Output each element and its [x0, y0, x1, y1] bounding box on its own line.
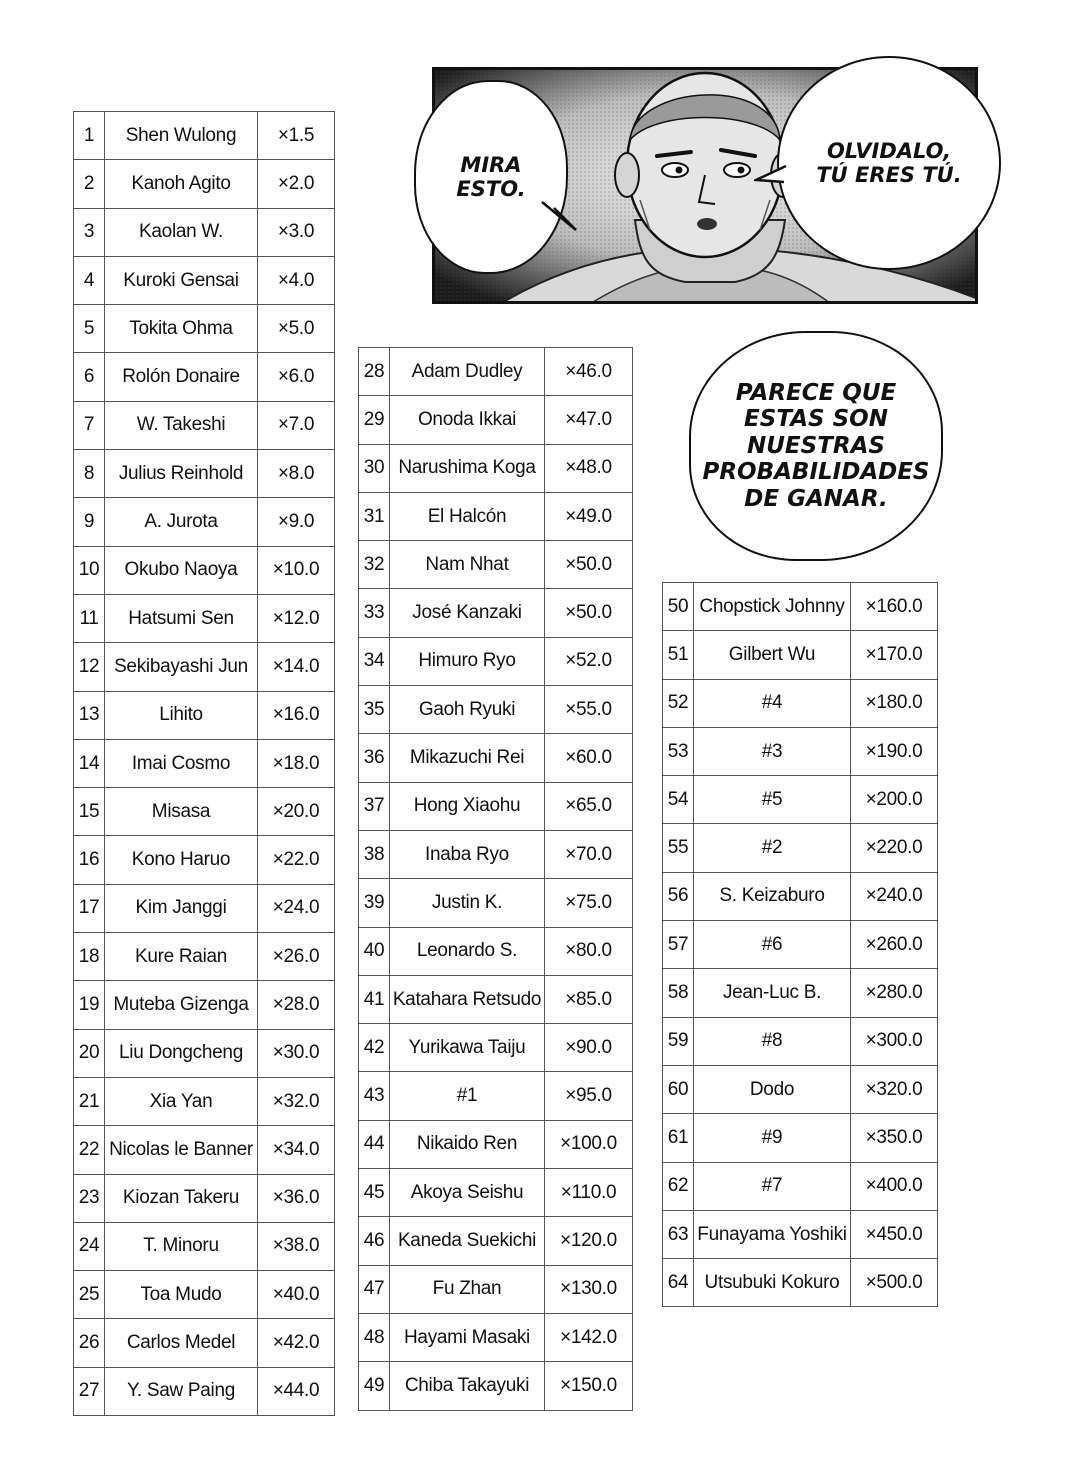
fighter-row [663, 776, 938, 824]
rank-cell: 4 [74, 256, 105, 304]
speech-bubble-left [414, 80, 568, 274]
fighter-name-cell: #5 [694, 776, 851, 824]
rank-cell: 3 [74, 208, 105, 256]
fighter-row [74, 1126, 335, 1174]
fighter-name-cell: Jean-Luc B. [694, 969, 851, 1017]
rank-cell: 54 [663, 776, 694, 824]
odds-cell: ×220.0 [851, 824, 938, 872]
fighter-row [359, 975, 633, 1023]
fighter-name-cell: Fu Zhan [390, 1265, 545, 1313]
fighter-row [74, 450, 335, 498]
odds-cell: ×190.0 [851, 727, 938, 775]
odds-cell: ×70.0 [545, 830, 633, 878]
odds-table-1 [73, 111, 335, 1416]
fighter-row [74, 353, 335, 401]
fighter-name-cell: Hong Xiaohu [390, 782, 545, 830]
rank-cell: 53 [663, 727, 694, 775]
fighter-name-cell: W. Takeshi [105, 401, 258, 449]
fighter-row [74, 739, 335, 787]
fighter-name-cell: El Halcón [390, 492, 545, 540]
odds-cell: ×170.0 [851, 631, 938, 679]
fighter-row [663, 921, 938, 969]
odds-cell: ×130.0 [545, 1265, 633, 1313]
fighter-name-cell: Imai Cosmo [105, 739, 258, 787]
rank-cell: 60 [663, 1065, 694, 1113]
odds-cell: ×26.0 [258, 933, 335, 981]
rank-cell: 13 [74, 691, 105, 739]
fighter-row [74, 1319, 335, 1367]
fighter-row [74, 643, 335, 691]
odds-cell: ×50.0 [545, 541, 633, 589]
fighter-name-cell: Hayami Masaki [390, 1313, 545, 1361]
odds-cell: ×38.0 [258, 1222, 335, 1270]
fighter-row [663, 583, 938, 631]
rank-cell: 59 [663, 1017, 694, 1065]
odds-cell: ×5.0 [258, 305, 335, 353]
fighter-row [663, 1017, 938, 1065]
fighter-name-cell: A. Jurota [105, 498, 258, 546]
fighter-name-cell: Katahara Retsudo [390, 975, 545, 1023]
fighter-row [359, 1313, 633, 1361]
speech-bubble-odds [689, 331, 943, 561]
rank-cell: 42 [359, 1024, 390, 1072]
fighter-name-cell: #6 [694, 921, 851, 969]
fighter-row [663, 1114, 938, 1162]
rank-cell: 51 [663, 631, 694, 679]
fighter-name-cell: Himuro Ryo [390, 637, 545, 685]
fighter-row [359, 637, 633, 685]
fighter-name-cell: Inaba Ryo [390, 830, 545, 878]
speech-tail-right [754, 160, 788, 194]
fighter-row [74, 933, 335, 981]
odds-cell: ×65.0 [545, 782, 633, 830]
odds-cell: ×34.0 [258, 1126, 335, 1174]
fighter-name-cell: #4 [694, 679, 851, 727]
fighter-row [74, 981, 335, 1029]
rank-cell: 29 [359, 396, 390, 444]
fighter-row [359, 541, 633, 589]
fighter-row [359, 782, 633, 830]
rank-cell: 44 [359, 1120, 390, 1168]
odds-cell: ×1.5 [258, 112, 335, 160]
fighter-name-cell: Shen Wulong [105, 112, 258, 160]
fighter-name-cell: Toa Mudo [105, 1271, 258, 1319]
odds-cell: ×22.0 [258, 836, 335, 884]
rank-cell: 46 [359, 1217, 390, 1265]
fighter-row [359, 1217, 633, 1265]
fighter-name-cell: Funayama Yoshiki [694, 1210, 851, 1258]
rank-cell: 47 [359, 1265, 390, 1313]
odds-cell: ×85.0 [545, 975, 633, 1023]
fighter-name-cell: Kim Janggi [105, 884, 258, 932]
odds-cell: ×9.0 [258, 498, 335, 546]
rank-cell: 9 [74, 498, 105, 546]
rank-cell: 17 [74, 884, 105, 932]
odds-table-2 [358, 347, 633, 1411]
fighter-row [359, 830, 633, 878]
fighter-name-cell: #8 [694, 1017, 851, 1065]
odds-cell: ×44.0 [258, 1367, 335, 1415]
odds-cell: ×47.0 [545, 396, 633, 444]
fighter-row [663, 1065, 938, 1113]
rank-cell: 55 [663, 824, 694, 872]
rank-cell: 62 [663, 1162, 694, 1210]
fighter-row [663, 727, 938, 775]
rank-cell: 61 [663, 1114, 694, 1162]
rank-cell: 49 [359, 1362, 390, 1410]
fighter-row [359, 348, 633, 396]
odds-cell: ×240.0 [851, 872, 938, 920]
fighter-name-cell: José Kanzaki [390, 589, 545, 637]
odds-cell: ×32.0 [258, 1077, 335, 1125]
fighter-name-cell: Leonardo S. [390, 927, 545, 975]
fighter-name-cell: Liu Dongcheng [105, 1029, 258, 1077]
fighter-name-cell: Muteba Gizenga [105, 981, 258, 1029]
fighter-row [74, 1077, 335, 1125]
rank-cell: 20 [74, 1029, 105, 1077]
rank-cell: 58 [663, 969, 694, 1017]
rank-cell: 33 [359, 589, 390, 637]
fighter-row [663, 824, 938, 872]
fighter-name-cell: Chopstick Johnny [694, 583, 851, 631]
rank-cell: 11 [74, 594, 105, 642]
odds-cell: ×55.0 [545, 686, 633, 734]
odds-cell: ×24.0 [258, 884, 335, 932]
fighter-name-cell: Chiba Takayuki [390, 1362, 545, 1410]
fighter-row [74, 884, 335, 932]
odds-cell: ×10.0 [258, 546, 335, 594]
fighter-row [359, 1169, 633, 1217]
odds-cell: ×8.0 [258, 450, 335, 498]
fighter-row [74, 112, 335, 160]
fighter-row [663, 969, 938, 1017]
speech-text-left: MIRA ESTO. [456, 152, 526, 201]
odds-cell: ×280.0 [851, 969, 938, 1017]
rank-cell: 14 [74, 739, 105, 787]
odds-cell: ×20.0 [258, 788, 335, 836]
fighter-row [74, 1367, 335, 1415]
odds-cell: ×36.0 [258, 1174, 335, 1222]
rank-cell: 41 [359, 975, 390, 1023]
fighter-row [359, 734, 633, 782]
fighter-name-cell: Nikaido Ren [390, 1120, 545, 1168]
fighter-name-cell: Yurikawa Taiju [390, 1024, 545, 1072]
fighter-name-cell: Kaneda Suekichi [390, 1217, 545, 1265]
fighter-name-cell: Nam Nhat [390, 541, 545, 589]
fighter-name-cell: #2 [694, 824, 851, 872]
fighter-row [74, 788, 335, 836]
fighter-row [663, 1162, 938, 1210]
rank-cell: 63 [663, 1210, 694, 1258]
odds-cell: ×400.0 [851, 1162, 938, 1210]
odds-cell: ×60.0 [545, 734, 633, 782]
rank-cell: 1 [74, 112, 105, 160]
fighter-row [359, 686, 633, 734]
fighter-row [359, 492, 633, 540]
rank-cell: 40 [359, 927, 390, 975]
fighter-row [663, 631, 938, 679]
rank-cell: 34 [359, 637, 390, 685]
speech-tail-left [540, 200, 580, 240]
odds-cell: ×200.0 [851, 776, 938, 824]
odds-cell: ×110.0 [545, 1169, 633, 1217]
rank-cell: 45 [359, 1169, 390, 1217]
fighter-name-cell: Kanoh Agito [105, 160, 258, 208]
rank-cell: 7 [74, 401, 105, 449]
fighter-row [74, 1271, 335, 1319]
fighter-name-cell: T. Minoru [105, 1222, 258, 1270]
fighter-name-cell: #3 [694, 727, 851, 775]
fighter-row [74, 1029, 335, 1077]
rank-cell: 48 [359, 1313, 390, 1361]
rank-cell: 64 [663, 1259, 694, 1307]
rank-cell: 24 [74, 1222, 105, 1270]
rank-cell: 26 [74, 1319, 105, 1367]
fighter-row [359, 1120, 633, 1168]
fighter-row [359, 1265, 633, 1313]
odds-cell: ×48.0 [545, 444, 633, 492]
odds-cell: ×16.0 [258, 691, 335, 739]
odds-cell: ×6.0 [258, 353, 335, 401]
rank-cell: 8 [74, 450, 105, 498]
fighter-name-cell: Kure Raian [105, 933, 258, 981]
odds-cell: ×142.0 [545, 1313, 633, 1361]
fighter-name-cell: Tokita Ohma [105, 305, 258, 353]
speech-text-odds: PARECE QUE ESTAS SON NUESTRAS PROBABILIDADES DE GANAR. [702, 379, 930, 512]
fighter-name-cell: Hatsumi Sen [105, 594, 258, 642]
fighter-name-cell: Okubo Naoya [105, 546, 258, 594]
odds-cell: ×14.0 [258, 643, 335, 691]
rank-cell: 22 [74, 1126, 105, 1174]
odds-cell: ×7.0 [258, 401, 335, 449]
odds-cell: ×350.0 [851, 1114, 938, 1162]
rank-cell: 52 [663, 679, 694, 727]
rank-cell: 25 [74, 1271, 105, 1319]
fighter-row [74, 1174, 335, 1222]
fighter-name-cell: Dodo [694, 1065, 851, 1113]
odds-cell: ×160.0 [851, 583, 938, 631]
rank-cell: 19 [74, 981, 105, 1029]
fighter-name-cell: Justin K. [390, 879, 545, 927]
fighter-name-cell: #7 [694, 1162, 851, 1210]
rank-cell: 32 [359, 541, 390, 589]
odds-cell: ×150.0 [545, 1362, 633, 1410]
rank-cell: 56 [663, 872, 694, 920]
odds-cell: ×42.0 [258, 1319, 335, 1367]
fighter-name-cell: #9 [694, 1114, 851, 1162]
odds-cell: ×320.0 [851, 1065, 938, 1113]
odds-cell: ×46.0 [545, 348, 633, 396]
rank-cell: 18 [74, 933, 105, 981]
fighter-name-cell: Y. Saw Paing [105, 1367, 258, 1415]
rank-cell: 50 [663, 583, 694, 631]
fighter-row [359, 396, 633, 444]
rank-cell: 38 [359, 830, 390, 878]
odds-cell: ×100.0 [545, 1120, 633, 1168]
fighter-row [359, 1072, 633, 1120]
fighter-name-cell: Mikazuchi Rei [390, 734, 545, 782]
fighter-row [74, 256, 335, 304]
rank-cell: 43 [359, 1072, 390, 1120]
rank-cell: 5 [74, 305, 105, 353]
odds-cell: ×120.0 [545, 1217, 633, 1265]
odds-cell: ×4.0 [258, 256, 335, 304]
fighter-row [663, 1259, 938, 1307]
rank-cell: 31 [359, 492, 390, 540]
fighter-row [74, 160, 335, 208]
fighter-row [74, 836, 335, 884]
fighter-row [74, 1222, 335, 1270]
odds-cell: ×500.0 [851, 1259, 938, 1307]
fighter-row [359, 879, 633, 927]
fighter-name-cell: Nicolas le Banner [105, 1126, 258, 1174]
odds-cell: ×180.0 [851, 679, 938, 727]
rank-cell: 10 [74, 546, 105, 594]
fighter-row [74, 691, 335, 739]
odds-cell: ×2.0 [258, 160, 335, 208]
rank-cell: 27 [74, 1367, 105, 1415]
odds-cell: ×30.0 [258, 1029, 335, 1077]
fighter-name-cell: #1 [390, 1072, 545, 1120]
fighter-name-cell: Lihito [105, 691, 258, 739]
fighter-name-cell: Kiozan Takeru [105, 1174, 258, 1222]
odds-cell: ×3.0 [258, 208, 335, 256]
fighter-name-cell: Xia Yan [105, 1077, 258, 1125]
odds-cell: ×300.0 [851, 1017, 938, 1065]
fighter-row [359, 444, 633, 492]
rank-cell: 6 [74, 353, 105, 401]
fighter-name-cell: Misasa [105, 788, 258, 836]
fighter-name-cell: Kono Haruo [105, 836, 258, 884]
odds-cell: ×95.0 [545, 1072, 633, 1120]
fighter-name-cell: Julius Reinhold [105, 450, 258, 498]
rank-cell: 39 [359, 879, 390, 927]
rank-cell: 30 [359, 444, 390, 492]
fighter-name-cell: Akoya Seishu [390, 1169, 545, 1217]
fighter-row [663, 679, 938, 727]
fighter-name-cell: Gilbert Wu [694, 631, 851, 679]
fighter-row [74, 546, 335, 594]
rank-cell: 23 [74, 1174, 105, 1222]
rank-cell: 57 [663, 921, 694, 969]
fighter-row [359, 1362, 633, 1410]
fighter-name-cell: Sekibayashi Jun [105, 643, 258, 691]
fighter-name-cell: Carlos Medel [105, 1319, 258, 1367]
rank-cell: 28 [359, 348, 390, 396]
fighter-row [74, 305, 335, 353]
odds-cell: ×49.0 [545, 492, 633, 540]
fighter-name-cell: Kaolan W. [105, 208, 258, 256]
fighter-row [359, 589, 633, 637]
fighter-name-cell: Rolón Donaire [105, 353, 258, 401]
odds-cell: ×40.0 [258, 1271, 335, 1319]
rank-cell: 12 [74, 643, 105, 691]
fighter-row [359, 1024, 633, 1072]
fighter-row [663, 872, 938, 920]
rank-cell: 21 [74, 1077, 105, 1125]
rank-cell: 16 [74, 836, 105, 884]
fighter-name-cell: Kuroki Gensai [105, 256, 258, 304]
rank-cell: 35 [359, 686, 390, 734]
speech-text-right: OLVIDALO, TÚ ERES TÚ. [816, 138, 962, 187]
odds-table-3 [662, 582, 938, 1307]
fighter-row [74, 208, 335, 256]
odds-cell: ×90.0 [545, 1024, 633, 1072]
odds-cell: ×80.0 [545, 927, 633, 975]
odds-cell: ×12.0 [258, 594, 335, 642]
rank-cell: 37 [359, 782, 390, 830]
odds-cell: ×450.0 [851, 1210, 938, 1258]
odds-cell: ×50.0 [545, 589, 633, 637]
odds-cell: ×75.0 [545, 879, 633, 927]
fighter-name-cell: S. Keizaburo [694, 872, 851, 920]
fighter-name-cell: Adam Dudley [390, 348, 545, 396]
odds-cell: ×28.0 [258, 981, 335, 1029]
fighter-name-cell: Utsubuki Kokuro [694, 1259, 851, 1307]
fighter-name-cell: Gaoh Ryuki [390, 686, 545, 734]
fighter-row [74, 401, 335, 449]
fighter-row [74, 498, 335, 546]
rank-cell: 2 [74, 160, 105, 208]
rank-cell: 15 [74, 788, 105, 836]
rank-cell: 36 [359, 734, 390, 782]
fighter-row [74, 594, 335, 642]
fighter-row [663, 1210, 938, 1258]
fighter-name-cell: Narushima Koga [390, 444, 545, 492]
fighter-name-cell: Onoda Ikkai [390, 396, 545, 444]
odds-cell: ×52.0 [545, 637, 633, 685]
fighter-row [359, 927, 633, 975]
speech-bubble-right [777, 56, 1001, 270]
odds-cell: ×260.0 [851, 921, 938, 969]
odds-cell: ×18.0 [258, 739, 335, 787]
